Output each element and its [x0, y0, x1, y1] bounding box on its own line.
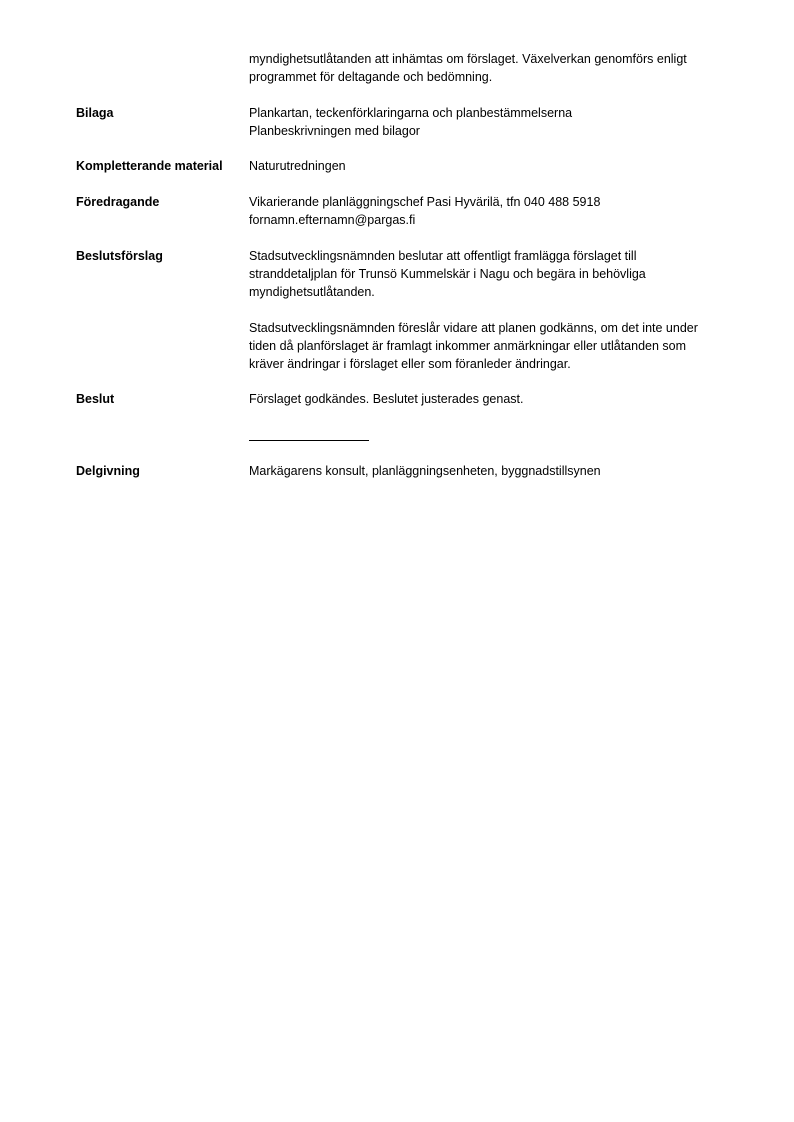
intro-line: myndighetsutlåtanden att inhämtas om förslaget. Växelverkan genomförs enligt	[249, 52, 687, 66]
delgivning-label: Delgivning	[76, 464, 140, 478]
bilaga-line: Planbeskrivningen med bilagor	[249, 124, 420, 138]
bilaga-text	[249, 104, 746, 140]
intro-line: programmet för deltagande och bedömning.	[249, 70, 493, 84]
beslut-label: Beslut	[76, 392, 115, 406]
beslutsforslag-line: myndighetsutlåtanden.	[249, 285, 375, 299]
beslutsforslag-line: Stadsutvecklingsnämnden beslutar att offentligt framlägga förslaget till	[249, 249, 637, 263]
beslutsforslag-text	[249, 247, 746, 373]
beslutsforslag-line: tiden då planförslaget är framlagt inkommer anmärkningar eller utlåtanden som	[249, 339, 687, 353]
beslut-line: Förslaget godkändes. Beslutet justerades genast.	[249, 392, 524, 406]
foredragande-label: Föredragande	[76, 195, 160, 209]
beslutsforslag-line: Stadsutvecklingsnämnden föreslår vidare att planen godkänns, om det inte under	[249, 321, 698, 335]
paragraph-gap	[249, 301, 746, 319]
bilaga-label: Bilaga	[76, 106, 114, 120]
beslut-text	[249, 390, 746, 408]
delgivning-text	[249, 462, 746, 480]
foredragande-text	[249, 193, 746, 229]
foredragande-line: Vikarierande planläggningschef Pasi Hyvärilä, tfn 040 488 5918	[249, 195, 601, 209]
beslutsforslag-line: stranddetaljplan för Trunsö Kummelskär i Nagu och begära in behövliga	[249, 267, 646, 281]
beslutsforslag-label: Beslutsförslag	[76, 249, 163, 263]
foredragande-email: fornamn.efternamn@pargas.fi	[249, 213, 416, 227]
kompletterande-label: Kompletterande material	[76, 159, 223, 173]
kompletterande-line: Naturutredningen	[249, 159, 346, 173]
intro-text	[249, 50, 746, 86]
signature-line	[249, 440, 369, 441]
bilaga-line: Plankartan, teckenförklaringarna och planbestämmelserna	[249, 106, 573, 120]
kompletterande-text	[249, 157, 746, 175]
delgivning-line: Markägarens konsult, planläggningsenheten, byggnadstillsynen	[249, 464, 601, 478]
beslutsforslag-line: kräver ändringar i förslaget eller som föranleder ändringar.	[249, 357, 571, 371]
